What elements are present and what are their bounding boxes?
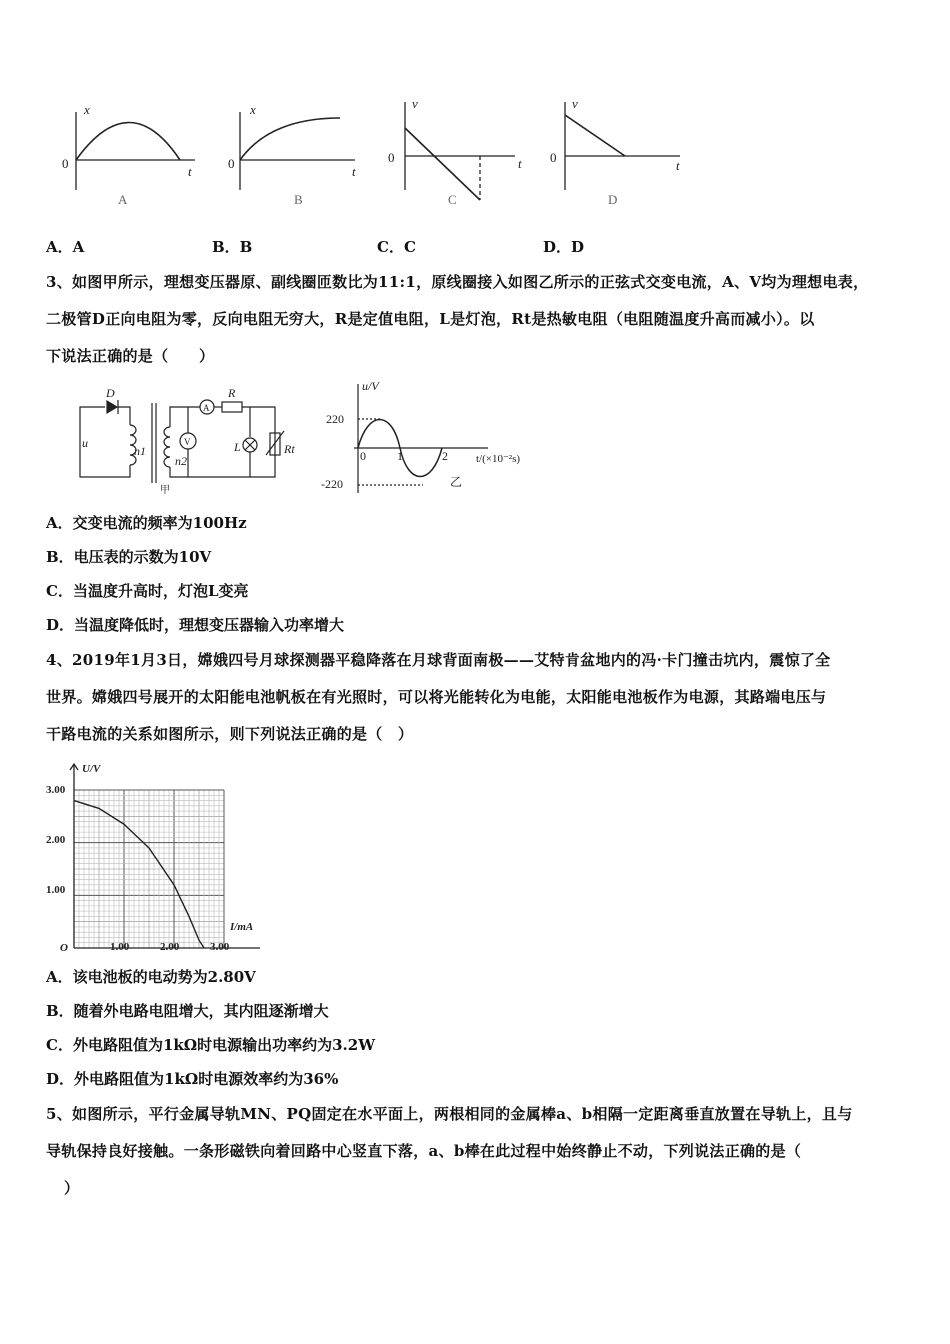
q4-stem-line-2: 世界。嫦娥四号展开的太阳能电池帆板在有光照时，可以将光能转化为电能，太阳能电池板作为电源，其路端电压与 <box>46 688 827 706</box>
q5-stem-line-1: 5、如图所示，平行金属导轨MN、PQ固定在水平面上，两根相同的金属棒a、b相隔一定距离垂直放置在导轨上，且与 <box>46 1105 853 1123</box>
q5-stem-line-2: 导轨保持良好接触。一条形磁铁向着回路中心竖直下落，a、b棒在此过程中始终静止不动，下列说法正确的是（ <box>46 1142 802 1160</box>
graph-c-label: C <box>448 192 457 207</box>
iu-xlabel: I/mA <box>230 921 254 933</box>
wave-ylabel: u/V <box>362 379 379 393</box>
iu-ytick-2: 2.00 <box>46 834 66 846</box>
graph-a-label: A <box>118 192 128 207</box>
q2-option-d[interactable]: D．D <box>543 238 585 256</box>
q4-stem-line-1: 4、2019年1月3日，嫦娥四号月球探测器平稳降落在月球背面南极——艾特肯盆地内的冯·卡门撞击坑内，震惊了全 <box>46 651 831 669</box>
q3-option-d[interactable]: D．当温度降低时，理想变压器输入功率增大 <box>46 616 345 634</box>
q3-option-c[interactable]: C．当温度升高时，灯泡L变亮 <box>46 582 249 600</box>
q4-iu-chart <box>40 758 280 958</box>
q2-option-b[interactable]: B．B <box>212 238 253 256</box>
q2-graphs <box>40 90 700 220</box>
iu-origin: O <box>60 942 68 954</box>
q2-option-c[interactable]: C．C <box>377 238 416 256</box>
circuit-source-label: u <box>82 436 88 450</box>
wave-ymax: 220 <box>326 412 344 426</box>
q4-stem-line-3: 干路电流的关系如图所示，则下列说法正确的是（ ） <box>46 725 414 743</box>
q5-stem-line-3: ） <box>64 1179 80 1197</box>
graph-d-yaxis: v <box>572 96 578 111</box>
graph-d-origin: 0 <box>550 150 557 165</box>
graph-c-origin: 0 <box>388 150 395 165</box>
graph-a-xaxis: t <box>188 164 192 179</box>
q4-option-a[interactable]: A．该电池板的电动势为2.80V <box>46 968 256 986</box>
iu-ytick-1: 1.00 <box>46 884 66 896</box>
graph-b-xaxis: t <box>352 164 356 179</box>
graph-c-yaxis: v <box>412 96 418 111</box>
iu-ytick-3: 3.00 <box>46 784 66 796</box>
q4-option-c[interactable]: C．外电路阻值为1kΩ时电源输出功率约为3.2W <box>46 1036 376 1054</box>
graph-b-origin: 0 <box>228 156 235 171</box>
q3-stem-line-3: 下说法正确的是（ ） <box>46 347 215 365</box>
q3-stem-line-1: 3、如图甲所示，理想变压器原、副线圈匝数比为11:1，原线圈接入如图乙所示的正弦式交变电流，A、V均为理想电表， <box>46 273 869 291</box>
iu-xtick-1: 1.00 <box>110 941 130 953</box>
q3-circuit-diagram <box>70 385 310 500</box>
q4-option-b[interactable]: B．随着外电路电阻增大，其内阻逐渐增大 <box>46 1002 329 1020</box>
iu-ylabel: U/V <box>82 763 101 775</box>
q4-option-d[interactable]: D．外电路阻值为1kΩ时电源效率约为36% <box>46 1070 339 1088</box>
iu-xtick-3: 3.00 <box>210 941 230 953</box>
circuit-n2-label: n2 <box>175 454 187 468</box>
wave-ymin: -220 <box>321 477 343 491</box>
circuit-n1-label: n1 <box>134 444 146 458</box>
graph-d-label: D <box>608 192 618 207</box>
circuit-diode-label: D <box>106 386 115 400</box>
circuit-voltmeter-label: V <box>184 437 191 447</box>
iu-xtick-2: 2.00 <box>160 941 180 953</box>
graph-b-label: B <box>294 192 303 207</box>
wave-x0: 0 <box>360 449 366 463</box>
q3-wave-graph <box>318 378 548 498</box>
wave-xlabel: t/(×10⁻²s) <box>476 453 521 465</box>
circuit-thermistor-label: Rt <box>284 442 295 456</box>
wave-x1: 1 <box>397 449 403 463</box>
circuit-caption: 甲 <box>160 485 170 496</box>
circuit-lamp-label: L <box>234 440 241 454</box>
circuit-resistor-label: R <box>228 386 236 400</box>
graph-a-origin: 0 <box>62 156 69 171</box>
wave-x2: 2 <box>442 449 448 463</box>
wave-caption: 乙 <box>450 475 463 489</box>
q3-option-a[interactable]: A．交变电流的频率为100Hz <box>46 514 247 532</box>
q2-option-a[interactable]: A．A <box>46 238 85 256</box>
graph-d-xaxis: t <box>676 158 680 173</box>
q3-option-b[interactable]: B．电压表的示数为10V <box>46 548 212 566</box>
graph-b-yaxis: x <box>250 102 256 117</box>
graph-a-yaxis: x <box>84 102 90 117</box>
graph-c-xaxis: t <box>518 156 522 171</box>
q3-stem-line-2: 二极管D正向电阻为零，反向电阻无穷大，R是定值电阻，L是灯泡，Rt是热敏电阻（电阻随温度升高而减小）。以 <box>46 310 815 328</box>
circuit-ammeter-label: A <box>203 403 210 413</box>
